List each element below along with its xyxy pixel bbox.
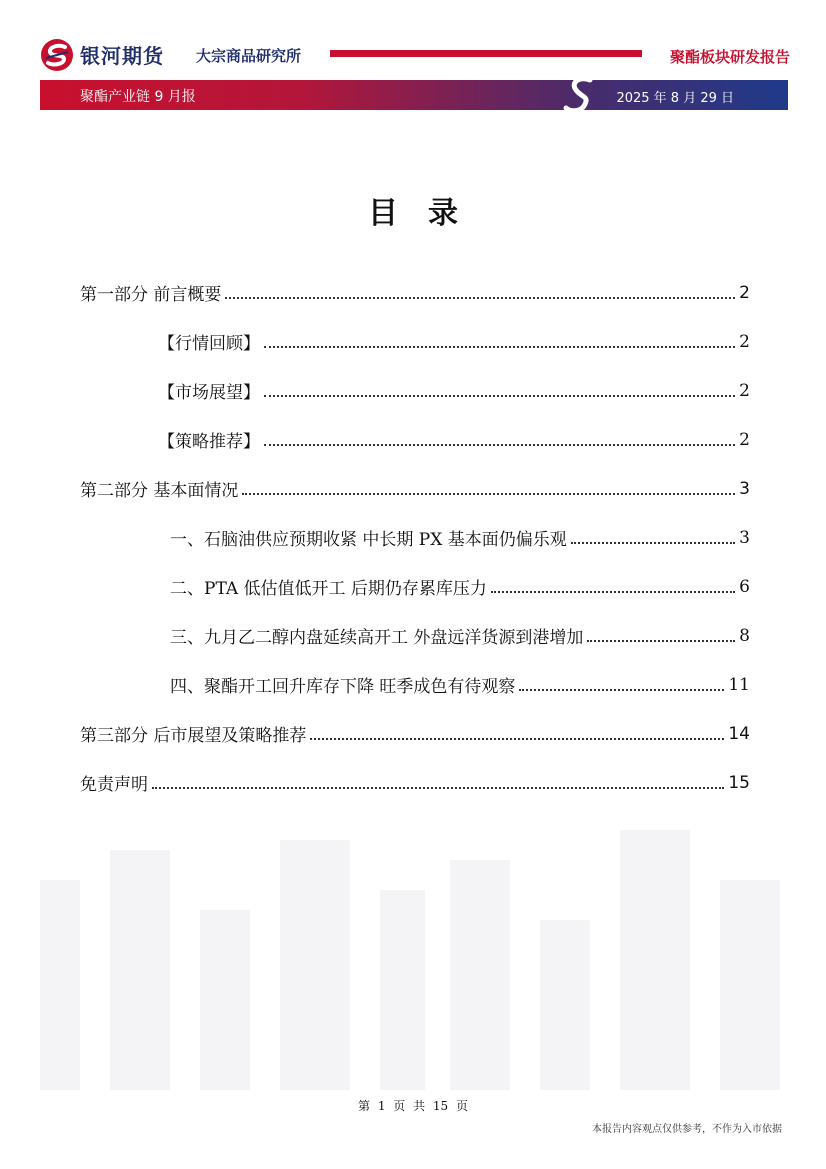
brand-name: 银河期货 — [80, 44, 164, 68]
toc-entry-part1[interactable] — [80, 268, 750, 317]
swoosh-icon — [560, 74, 600, 114]
toc-page-number: 3 — [739, 478, 750, 499]
toc-leader-dots — [310, 738, 724, 740]
toc-entry-part2[interactable] — [80, 464, 750, 513]
toc-leader-dots — [225, 297, 735, 299]
toc-leader-dots — [264, 346, 735, 348]
toc-leader-dots — [519, 689, 724, 691]
toc-page-number: 2 — [739, 282, 750, 303]
toc-leader-dots — [491, 591, 735, 593]
toc-page-number: 8 — [739, 625, 750, 646]
toc-page-number: 14 — [728, 723, 750, 744]
toc-entry-meg[interactable] — [80, 611, 750, 660]
page-title: 目录 — [368, 196, 488, 231]
toc-page-number: 15 — [728, 772, 750, 793]
background-watermark — [40, 820, 790, 1090]
institute-name: 大宗商品研究所 — [196, 47, 302, 65]
toc-entry-pta[interactable] — [80, 562, 750, 611]
table-of-contents — [80, 268, 750, 807]
page-number-footer: 第 1 页 共 15 页 — [358, 1099, 468, 1113]
toc-label: 一、石脑油供应预期收紧 中长期 PX 基本面仍偏乐观 — [170, 530, 567, 550]
toc-page-number: 2 — [739, 380, 750, 401]
toc-entry-market-outlook[interactable] — [80, 366, 750, 415]
toc-entry-polyester[interactable] — [80, 660, 750, 709]
report-date: 2025 年 8 月 29 日 — [616, 91, 734, 106]
toc-leader-dots — [264, 395, 735, 397]
toc-page-number: 11 — [728, 674, 750, 695]
toc-label: 第三部分 后市展望及策略推荐 — [80, 726, 307, 746]
footer-disclaimer: 本报告内容观点仅供参考，不作为入市依据 — [592, 1124, 782, 1135]
toc-label: 二、PTA 低估值低开工 后期仍存累库压力 — [170, 579, 487, 599]
toc-leader-dots — [264, 444, 735, 446]
galaxy-logo-icon — [40, 38, 74, 72]
toc-label: 【行情回顾】 — [158, 334, 260, 354]
header-red-rule — [330, 50, 642, 57]
header-banner — [40, 80, 788, 110]
toc-label: 第二部分 基本面情况 — [80, 481, 239, 501]
report-subtitle: 聚酯产业链 9 月报 — [80, 89, 196, 105]
toc-leader-dots — [571, 542, 735, 544]
toc-entry-disclaimer[interactable] — [80, 758, 750, 807]
toc-label: 三、九月乙二醇内盘延续高开工 外盘远洋货源到港增加 — [170, 628, 584, 648]
toc-page-number: 3 — [739, 527, 750, 548]
report-type: 聚酯板块研发报告 — [669, 48, 790, 66]
toc-label: 免责声明 — [80, 775, 148, 795]
toc-entry-market-review[interactable] — [80, 317, 750, 366]
toc-page-number: 2 — [739, 331, 750, 352]
toc-page-number: 2 — [739, 429, 750, 450]
toc-label: 【策略推荐】 — [158, 432, 260, 452]
toc-label: 【市场展望】 — [158, 383, 260, 403]
toc-label: 第一部分 前言概要 — [80, 285, 222, 305]
toc-entry-naphtha-px[interactable] — [80, 513, 750, 562]
toc-leader-dots — [587, 640, 735, 642]
toc-leader-dots — [152, 787, 724, 789]
toc-leader-dots — [242, 493, 735, 495]
toc-page-number: 6 — [739, 576, 750, 597]
toc-entry-part3[interactable] — [80, 709, 750, 758]
toc-entry-strategy[interactable] — [80, 415, 750, 464]
toc-label: 四、聚酯开工回升库存下降 旺季成色有待观察 — [170, 677, 516, 697]
